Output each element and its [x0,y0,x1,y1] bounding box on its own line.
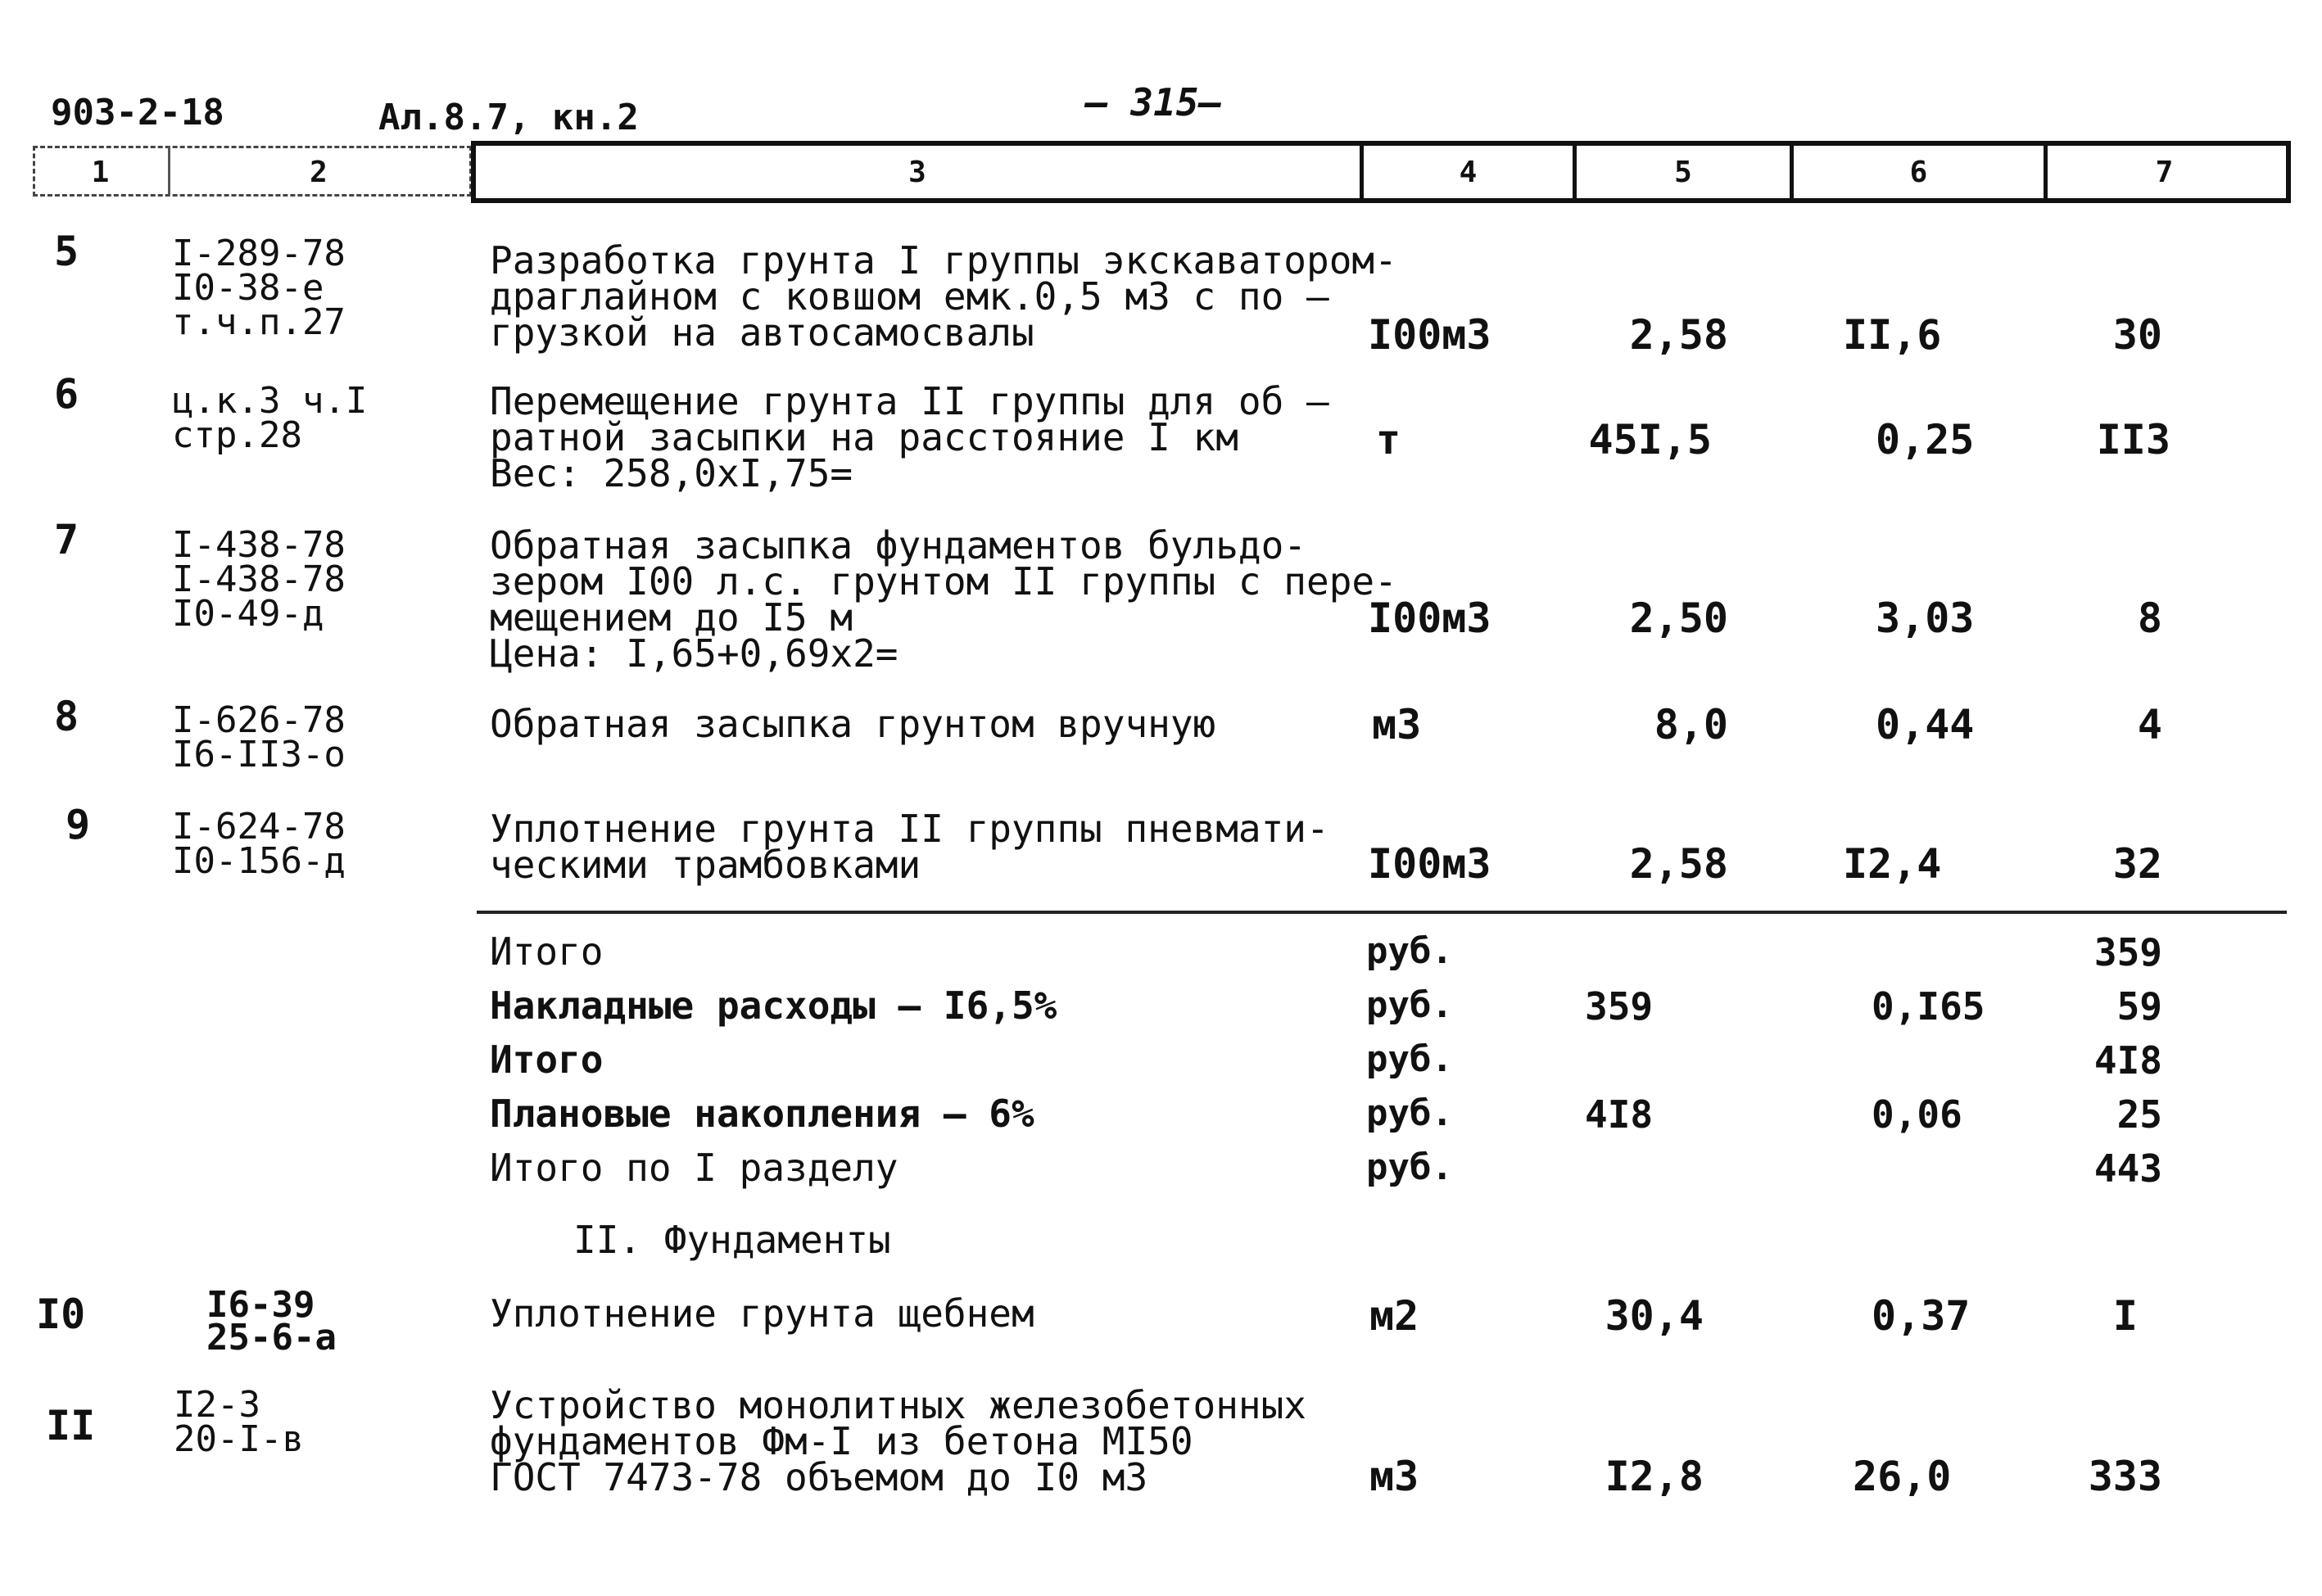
unit-price: II,6 [1843,311,1942,359]
norm-code: т.ч.п.27 [172,301,346,343]
work-description: Цена: I,65+0,69х2= [490,631,898,676]
work-description: Обратная засыпка грунтом вручную [490,702,1216,746]
norm-code: I-289-78 [172,233,346,274]
work-description: драглайном с ковшом емк.0,5 м3 с по – [490,274,1329,319]
unit: I00м3 [1368,840,1491,888]
row-number: I0 [36,1291,86,1338]
summary-unit: руб. [1366,1092,1453,1134]
norm-code: I-626-78 [172,699,346,741]
work-description: ческими трамбовками [490,843,921,887]
summary-label: Итого [490,929,604,974]
norm-code: I-624-78 [172,806,346,848]
summary-rate: 0,06 [1872,1092,1962,1137]
norm-code: I0-49-д [172,593,324,635]
column-5-header: 5 [1674,155,1692,189]
unit-price: 26,0 [1853,1453,1952,1500]
work-description: зером I00 л.с. грунтом II группы с пере- [490,559,1397,604]
unit: м3 [1369,1453,1419,1500]
total-cost: 4 [2137,701,2162,748]
norm-code: I0-156-д [172,840,346,882]
page-number: — 315— [1085,80,1222,124]
summary-total: 359 [2093,930,2162,974]
summary-unit: руб. [1366,1038,1453,1080]
summary-total: 4I8 [2093,1038,2162,1083]
norm-code: 25-6-а [206,1317,337,1359]
summary-total: 59 [2116,984,2162,1029]
unit-price: 0,37 [1872,1292,1971,1340]
norm-code: I0-38-е [172,267,324,309]
unit: м3 [1372,701,1422,748]
summary-label: Итого [490,1038,604,1082]
norm-code: I6-39 [206,1284,315,1326]
row-number: 6 [54,370,79,418]
quantity: 2,58 [1629,311,1728,359]
norm-code: ц.к.3 ч.I [172,380,368,422]
summary-unit: руб. [1366,1146,1453,1188]
summary-total: 443 [2093,1146,2162,1191]
norm-code: I-438-78 [172,524,346,566]
work-description: ратной засыпки на расстояние I км [490,415,1238,459]
summary-base: 4I8 [1585,1092,1654,1137]
total-cost: 333 [2088,1453,2162,1500]
norm-code: I-438-78 [172,558,346,600]
summary-label: Итого по I разделу [490,1146,898,1190]
summary-unit: руб. [1366,930,1453,972]
unit-price: 3,03 [1876,595,1975,642]
row-number: 9 [66,801,91,848]
unit: т [1376,416,1401,463]
work-description: ГОСТ 7473-78 объемом до I0 м3 [490,1455,1148,1499]
row-number: 8 [54,693,79,740]
totals-separator [477,911,2287,914]
quantity: 2,50 [1629,595,1728,642]
unit-price: 0,44 [1876,701,1975,748]
total-cost: I [2112,1292,2138,1340]
quantity: 2,58 [1629,840,1728,888]
column-1-header: 1 [91,155,110,189]
document-code: 903-2-18 [51,92,224,133]
norm-code: 20-I-в [174,1418,304,1460]
work-description: мещением до I5 м [490,595,853,640]
unit-price: 0,25 [1876,416,1975,463]
unit: I00м3 [1368,311,1491,359]
work-description: Разработка грунта I группы экскаватором- [490,238,1397,283]
summary-base: 359 [1585,984,1654,1029]
column-4-header: 4 [1459,155,1478,189]
work-description: грузкой на автосамосвалы [490,310,1034,355]
row-number: II [46,1402,96,1449]
unit: м2 [1369,1292,1419,1340]
album-reference: Ал.8.7, кн.2 [378,97,639,138]
work-description: Вес: 258,0хI,75= [490,451,853,495]
total-cost: II3 [2096,416,2170,463]
column-3-header: 3 [908,155,926,189]
norm-code: I6-II3-о [172,734,346,775]
norm-code: стр.28 [172,414,302,456]
summary-unit: руб. [1366,984,1453,1026]
summary-rate: 0,I65 [1872,984,1985,1029]
column-7-header: 7 [2155,155,2174,189]
section-title: II. Фундаменты [573,1218,891,1262]
norm-code: I2-3 [174,1384,260,1426]
row-number: 5 [54,228,79,275]
total-cost: 32 [2112,840,2162,888]
total-cost: 30 [2112,311,2162,359]
quantity: 8,0 [1654,701,1728,748]
quantity: 45I,5 [1588,416,1712,463]
work-description: Обратная засыпка фундаментов бульдо- [490,523,1306,567]
summary-total: 25 [2116,1092,2162,1137]
total-cost: 8 [2137,595,2162,642]
row-number: 7 [54,516,79,563]
quantity: I2,8 [1605,1453,1704,1500]
summary-label: Накладные расходы – I6,5% [490,983,1057,1028]
column-2-header: 2 [310,155,328,189]
work-description: Уплотнение грунта щебнем [490,1291,1034,1336]
summary-label: Плановые накопления – 6% [490,1092,1034,1136]
quantity: 30,4 [1605,1292,1704,1340]
work-description: фундаментов Фм-I из бетона МI50 [490,1419,1193,1463]
work-description: Перемещение грунта II группы для об – [490,379,1329,423]
column-6-header: 6 [1909,155,1928,189]
unit-price: I2,4 [1843,840,1942,888]
work-description: Уплотнение грунта II группы пневмати- [490,807,1329,851]
unit: I00м3 [1368,595,1491,642]
work-description: Устройство монолитных железобетонных [490,1383,1306,1427]
